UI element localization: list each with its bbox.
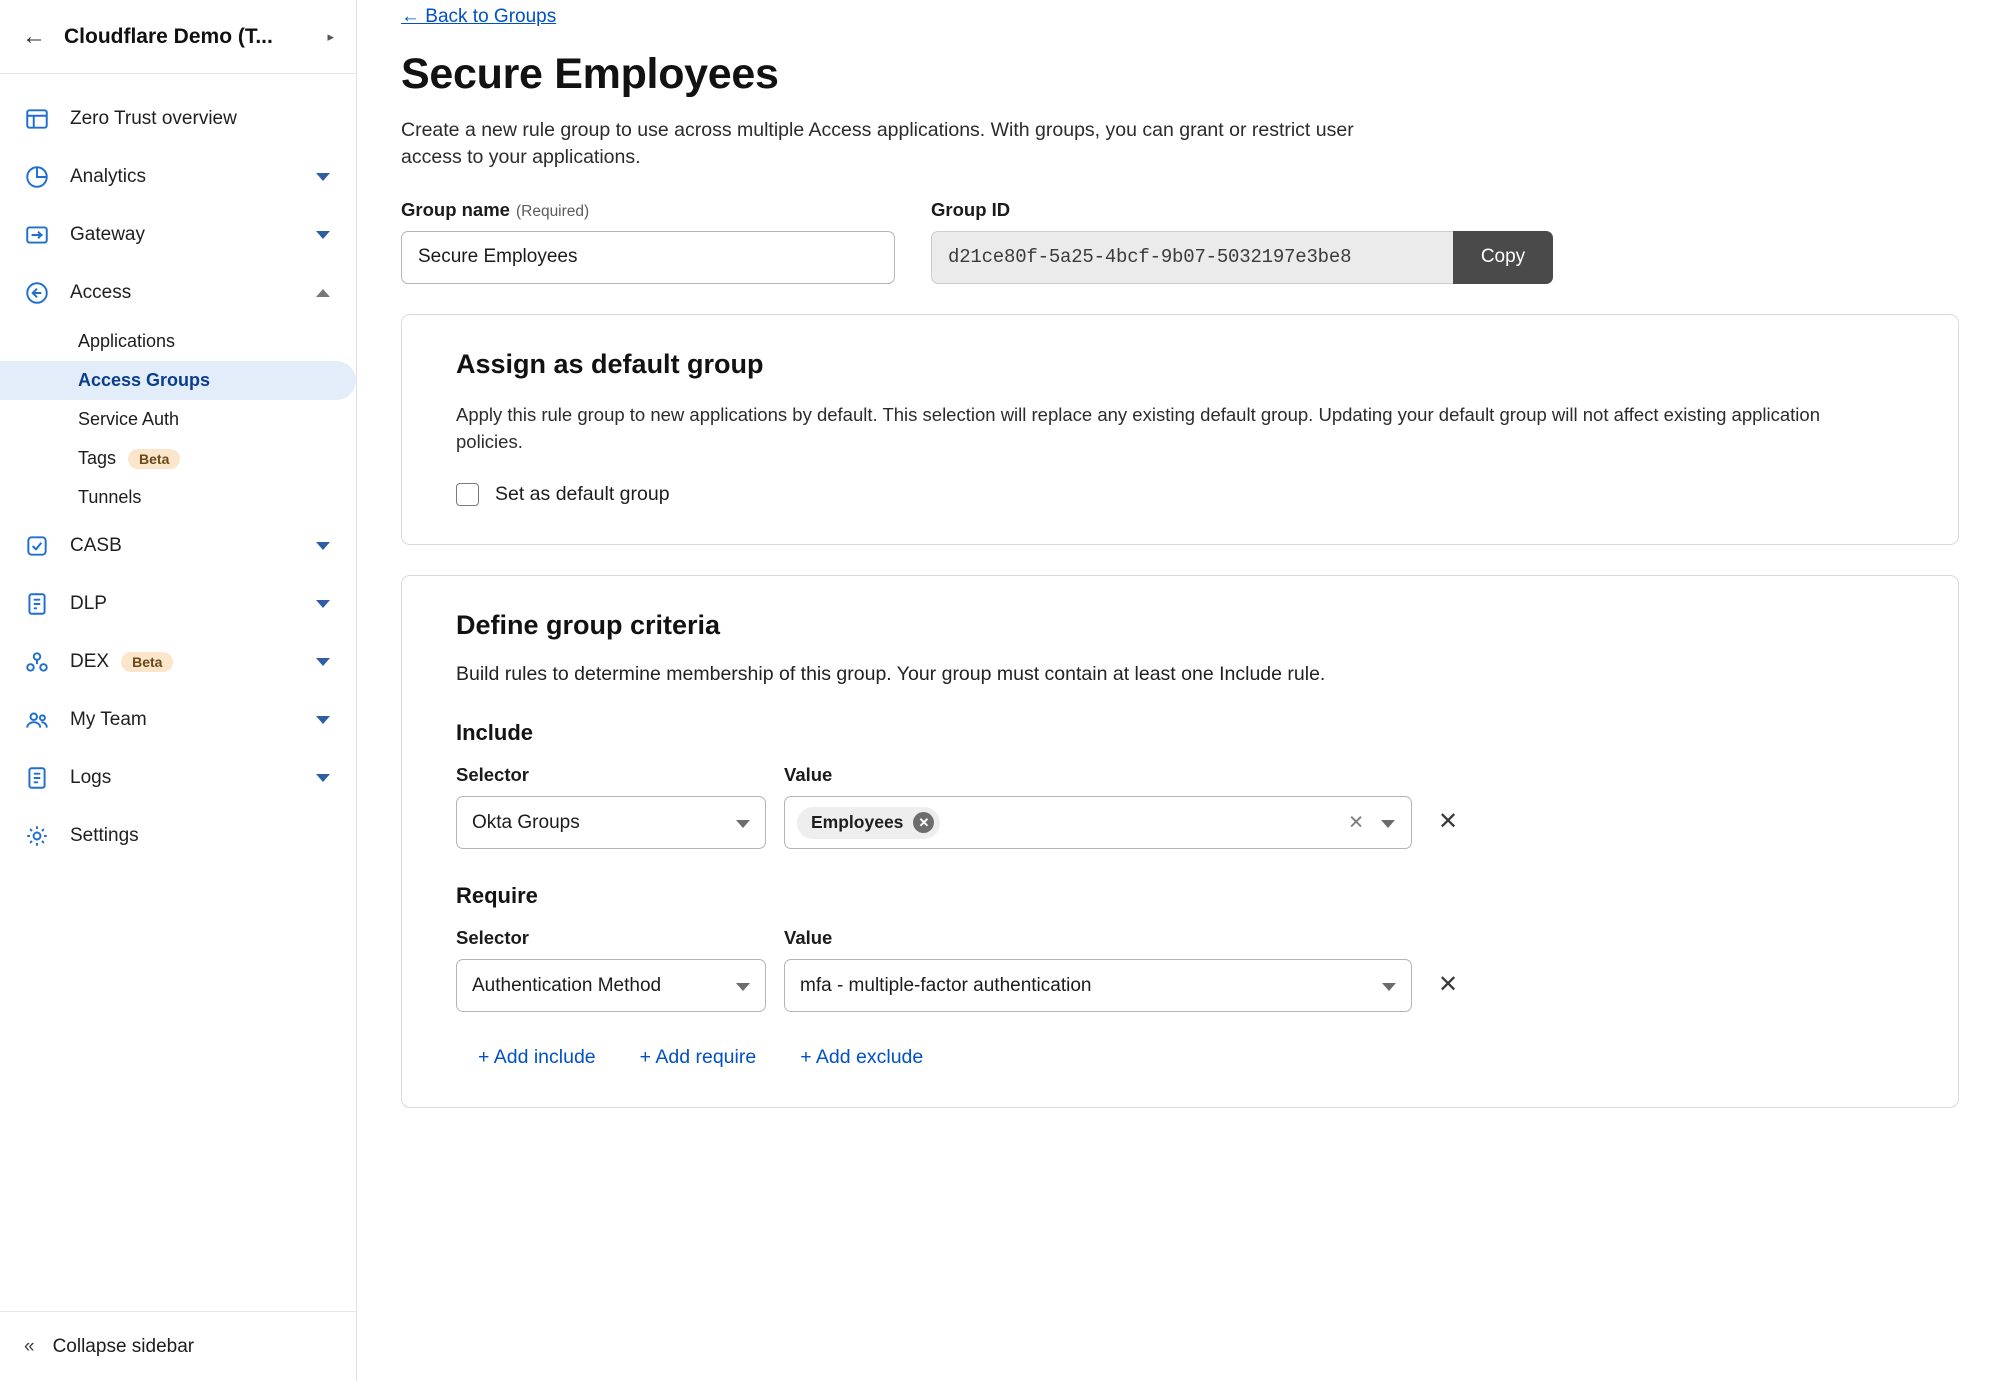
account-title: Cloudflare Demo (T...: [64, 24, 273, 48]
chevron-down-icon[interactable]: [316, 231, 330, 239]
include-rule-row: [456, 764, 1904, 849]
chevron-down-icon[interactable]: [316, 716, 330, 724]
access-icon: [22, 278, 52, 308]
sidebar-item-settings[interactable]: [0, 807, 356, 865]
sidebar-item-dlp[interactable]: [0, 575, 356, 633]
include-selector-value: Okta Groups: [472, 811, 580, 833]
assign-default-group-card: [401, 314, 1959, 546]
chevron-down-icon: [736, 983, 750, 991]
remove-token-icon[interactable]: ✕: [913, 812, 934, 833]
require-selector-value: Authentication Method: [472, 974, 662, 996]
sidebar-item-label: DEX: [70, 651, 110, 672]
chevron-up-icon[interactable]: [316, 289, 330, 297]
include-selector-dropdown[interactable]: [456, 796, 766, 849]
pie-chart-icon: [22, 162, 52, 192]
status-badge: Beta: [128, 449, 180, 469]
include-selector-group: [456, 764, 766, 849]
selector-column-label: Selector: [456, 764, 530, 786]
collapse-sidebar-label: Collapse sidebar: [52, 1335, 195, 1357]
sidebar-item-logs[interactable]: [0, 749, 356, 807]
sidebar-item-access-groups[interactable]: [0, 361, 356, 400]
sidebar-item-label: Logs: [70, 767, 112, 788]
collapse-sidebar-button[interactable]: [0, 1311, 356, 1381]
group-id-value: d21ce80f-5a25-4bcf-9b07-5032197e3be8: [931, 231, 1453, 284]
chevron-right-icon[interactable]: ▸: [327, 28, 334, 44]
required-note: (Required): [515, 202, 590, 220]
sidebar-item-gateway[interactable]: [0, 206, 356, 264]
require-rule-heading: Require: [456, 883, 538, 909]
card-title: Define group criteria: [456, 610, 721, 641]
include-value-group: [784, 764, 1412, 849]
sidebar-subitem-label: Applications: [78, 331, 176, 351]
sidebar-item-label: My Team: [70, 709, 147, 730]
group-id-wrap: [931, 231, 1553, 284]
main-content: [357, 0, 1999, 1381]
chevron-down-icon: [736, 820, 750, 828]
card-description: Build rules to determine membership of this group. Your group must contain at least one Include rule.: [456, 663, 1326, 686]
group-name-field: [401, 199, 895, 284]
sidebar-item-access[interactable]: [0, 264, 356, 322]
chevron-down-icon[interactable]: [316, 173, 330, 181]
value-column-label: Value: [784, 927, 833, 949]
value-token[interactable]: [797, 807, 940, 839]
sidebar-item-label: Analytics: [70, 166, 147, 187]
page-title: Secure Employees: [401, 50, 779, 98]
group-id-field: [931, 199, 1553, 284]
require-selector-group: [456, 927, 766, 1012]
remove-include-rule-icon[interactable]: ✕: [1438, 808, 1459, 836]
sidebar-nav: [0, 74, 356, 1311]
sidebar-item-applications[interactable]: [0, 322, 356, 361]
include-rule-heading: Include: [456, 720, 534, 746]
require-selector-dropdown[interactable]: [456, 959, 766, 1012]
logs-icon: [22, 763, 52, 793]
dex-icon: [22, 647, 52, 677]
sidebar-item-zero-trust-overview[interactable]: [0, 90, 356, 148]
define-group-criteria-card: [401, 575, 1959, 1108]
chevron-down-icon: [1382, 983, 1396, 991]
sidebar-item-label: Zero Trust overview: [70, 108, 237, 129]
sidebar-item-dex[interactable]: [0, 633, 356, 691]
sidebar-item-service-auth[interactable]: [0, 400, 356, 439]
add-include-link[interactable]: + Add include: [478, 1046, 596, 1069]
gateway-icon: [22, 220, 52, 250]
sidebar-item-casb[interactable]: [0, 517, 356, 575]
sidebar-item-tags[interactable]: [0, 439, 356, 478]
value-token-label: Employees: [811, 812, 904, 833]
sidebar-header: [0, 0, 356, 74]
chevron-down-icon[interactable]: [316, 658, 330, 666]
sidebar-subitem-label: Tunnels: [78, 487, 142, 507]
group-name-input[interactable]: [401, 231, 895, 284]
set-default-group-row[interactable]: [456, 483, 1904, 506]
sidebar-item-label: Access: [70, 282, 132, 303]
value-column-label: Value: [784, 764, 833, 786]
casb-icon: [22, 531, 52, 561]
group-id-label: Group ID: [931, 198, 1011, 220]
add-exclude-link[interactable]: + Add exclude: [800, 1046, 924, 1069]
sidebar-subitem-label: Tags: [78, 448, 117, 468]
chevron-down-icon[interactable]: [316, 774, 330, 782]
clear-icon[interactable]: ✕: [1348, 812, 1364, 834]
add-rule-links: [456, 1046, 1904, 1069]
sidebar-subitem-label: Access Groups: [78, 370, 211, 390]
dlp-icon: [22, 589, 52, 619]
chevron-down-icon[interactable]: [316, 542, 330, 550]
team-icon: [22, 705, 52, 735]
layout-icon: [22, 104, 52, 134]
sidebar-item-tunnels[interactable]: [0, 478, 356, 517]
page-description: Create a new rule group to use across multiple Access applications. With groups, you can grant or restrict user access to your applications.: [401, 119, 1354, 168]
sidebar-item-label: CASB: [70, 535, 122, 556]
remove-require-rule-icon[interactable]: ✕: [1438, 971, 1459, 999]
require-rule-row: [456, 927, 1904, 1012]
card-description: Apply this rule group to new applications by default. This selection will replace any existing default group. Updating your default group will not affect existing application policies.: [456, 403, 1820, 452]
sidebar-item-label: Settings: [70, 825, 139, 846]
add-require-link[interactable]: + Add require: [639, 1046, 757, 1069]
sidebar-item-analytics[interactable]: [0, 148, 356, 206]
copy-button[interactable]: Copy: [1453, 231, 1553, 284]
card-title: Assign as default group: [456, 348, 764, 379]
set-default-group-checkbox[interactable]: [456, 483, 479, 506]
require-value-text: mfa - multiple-factor authentication: [800, 974, 1092, 996]
require-value-group: [784, 927, 1412, 1012]
sidebar: [0, 0, 357, 1381]
group-name-label: [401, 199, 895, 221]
arrow-left-icon[interactable]: ←: [22, 22, 46, 50]
double-chevron-left-icon: «: [24, 1335, 35, 1357]
sidebar-item-label: DLP: [70, 593, 107, 614]
selector-column-label: Selector: [456, 927, 530, 949]
include-value-token-field[interactable]: [784, 796, 1412, 849]
back-to-groups-link[interactable]: ← Back to Groups: [401, 6, 557, 27]
group-fields-row: [401, 199, 1959, 284]
status-badge: Beta: [121, 652, 173, 672]
gear-icon: [22, 821, 52, 851]
chevron-down-icon[interactable]: [316, 600, 330, 608]
require-value-dropdown[interactable]: [784, 959, 1412, 1012]
group-name-label-text: Group name: [401, 198, 510, 220]
chevron-down-icon[interactable]: [1381, 820, 1395, 828]
sidebar-item-my-team[interactable]: [0, 691, 356, 749]
set-default-group-label: Set as default group: [495, 483, 670, 506]
sidebar-subitem-label: Service Auth: [78, 409, 180, 429]
sidebar-item-label: Gateway: [70, 224, 145, 245]
